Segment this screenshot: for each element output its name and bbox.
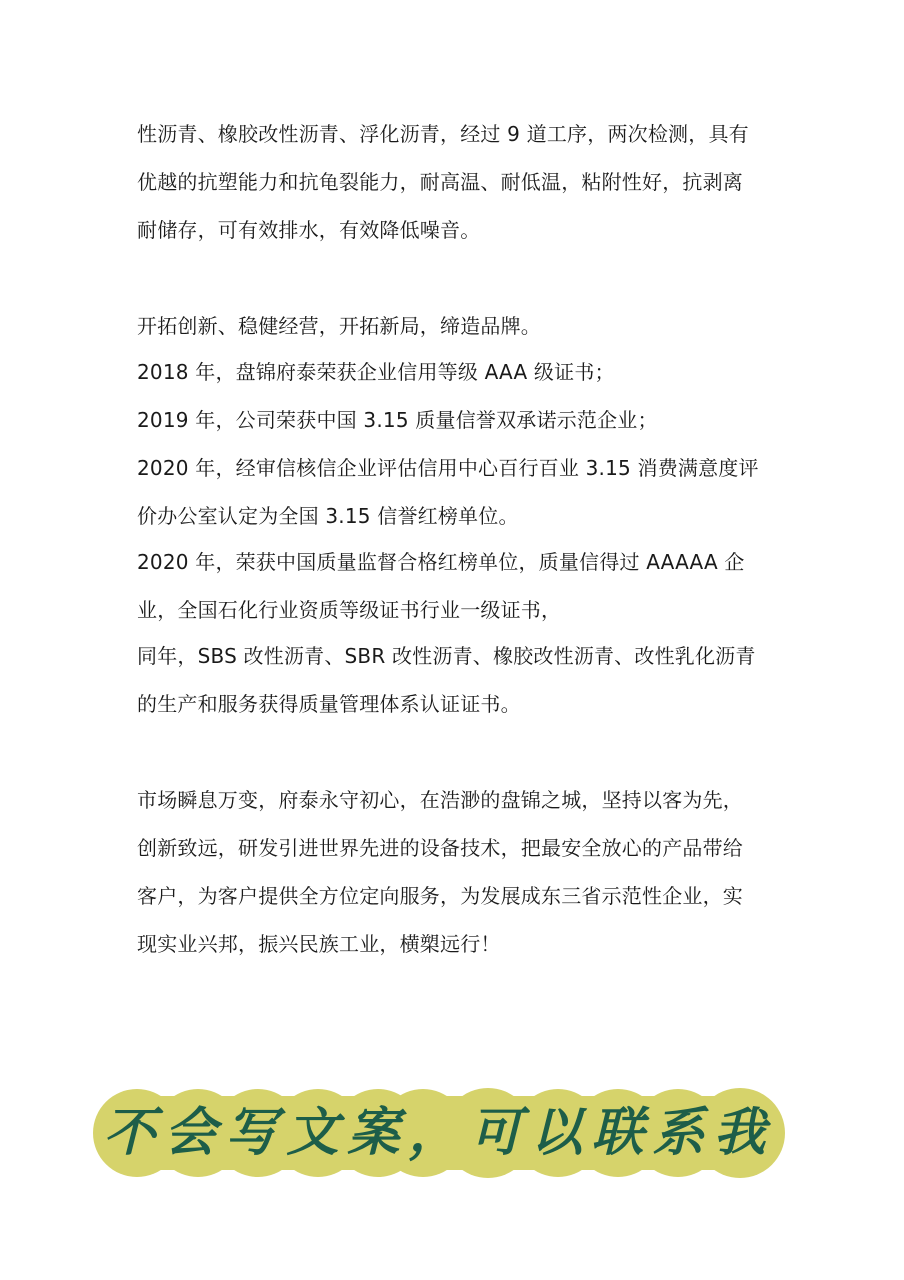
contact-banner (93, 1086, 785, 1180)
text-line: 同年，SBS 改性沥青、SBR 改性沥青、橡胶改性沥青、改性乳化沥青 (137, 644, 756, 668)
text-line: 市场瞬息万变，府泰永守初心，在浩渺的盘锦之城，坚持以客为先， (137, 788, 743, 812)
text-line: 客户，为客户提供全方位定向服务，为发展成东三省示范性企业，实 (137, 884, 743, 908)
banner-text: 不会写文案，可以联系我 (103, 1103, 775, 1163)
text-line: 2020 年，经审信核信企业评估信用中心百行百业 3.15 消费满意度评 (137, 456, 759, 480)
text-line: 业，全国石化行业资质等级证书行业一级证书， (137, 598, 562, 622)
text-line: 现实业兴邦，振兴民族工业，横槊远行！ (137, 932, 501, 956)
text-line: 耐储存，可有效排水，有效降低噪音。 (137, 218, 481, 242)
text-line: 价办公室认定为全国 3.15 信誉红榜单位。 (137, 504, 519, 528)
text-line: 2020 年，荣获中国质量监督合格红榜单位，质量信得过 AAAAA 企 (137, 550, 745, 574)
text-line: 开拓创新、稳健经营，开拓新局，缔造品牌。 (137, 314, 541, 338)
text-line: 的生产和服务获得质量管理体系认证证书。 (137, 692, 521, 716)
text-line: 创新致远，研发引进世界先进的设备技术，把最安全放心的产品带给 (137, 836, 743, 860)
text-line: 优越的抗塑能力和抗龟裂能力，耐高温、耐低温，粘附性好，抗剥离 (137, 170, 743, 194)
text-line: 2018 年，盘锦府泰荣获企业信用等级 AAA 级证书； (137, 360, 615, 384)
text-line: 2019 年，公司荣获中国 3.15 质量信誉双承诺示范企业； (137, 408, 658, 432)
text-line: 性沥青、橡胶改性沥青、浮化沥青，经过 9 道工序，两次检测，具有 (137, 122, 749, 146)
